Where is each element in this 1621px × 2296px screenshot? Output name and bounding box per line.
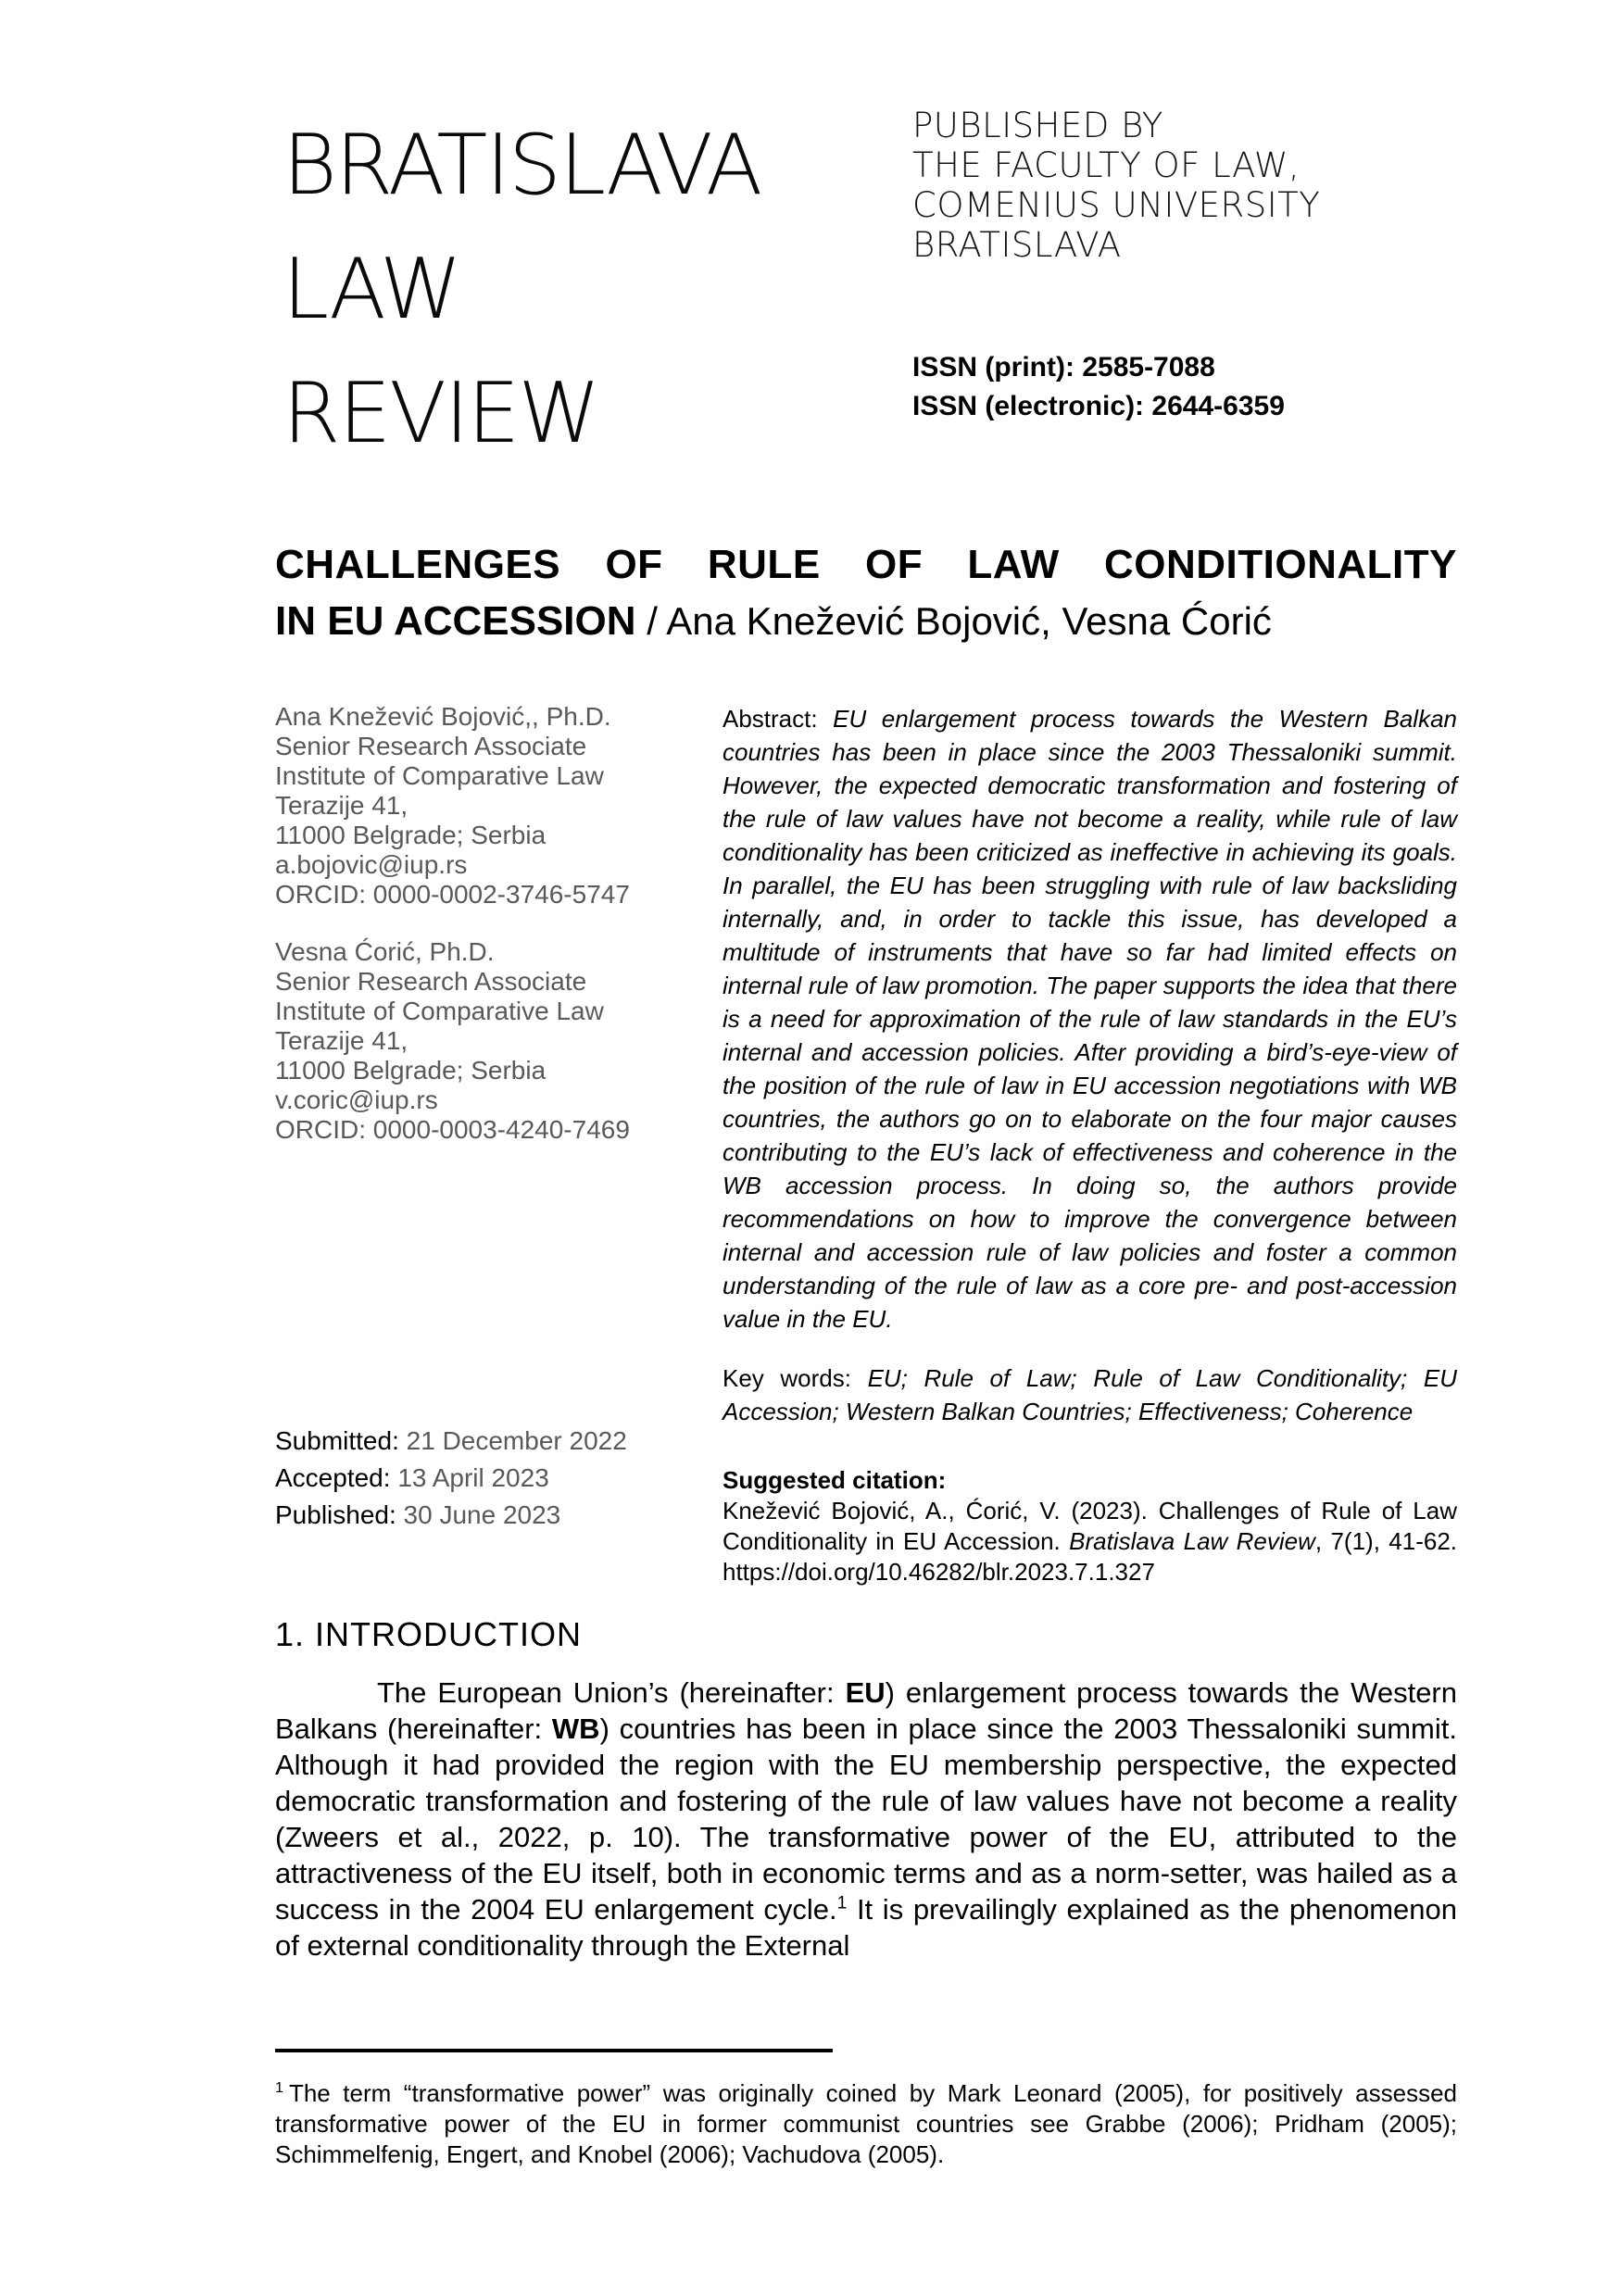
author-affiliation-1 [275, 702, 723, 910]
published-value: 30 June 2023 [403, 1500, 561, 1529]
keywords [723, 1361, 1457, 1428]
logo-line: LAW [283, 241, 460, 338]
submitted-value: 21 December 2022 [406, 1426, 627, 1455]
publisher-line: THE FACULTY OF LAW, [912, 145, 1301, 185]
issn-block [912, 348, 1457, 426]
author-affiliation-2 [275, 937, 723, 1145]
paragraph-text: The European Union’s (hereinafter: [377, 1676, 846, 1709]
issn-print [912, 348, 1457, 387]
abbreviation-eu: EU [845, 1676, 886, 1709]
author-institution: Institute of Comparative Law [275, 997, 604, 1025]
author-name: Ana Knežević Bojović,, Ph.D. [275, 702, 611, 731]
paragraph-text: ) enlargement process towards the Western Balkans (hereinafter: [275, 1676, 1457, 1745]
keywords-text: EU; Rule of Law; Rule of Law Conditionality; EU Accession; Western Balkan Countries; Effectiveness; Coherence [723, 1364, 1457, 1425]
article-title-authors: Ana Knežević Bojović, Vesna Ćorić [666, 599, 1272, 643]
article-title-line2-main: IN EU ACCESSION [275, 598, 636, 644]
issn-print-value: 2585-7088 [1082, 352, 1215, 383]
author-column [275, 702, 723, 1587]
accepted-row [275, 1460, 723, 1497]
author-email: a.bojovic@iup.rs [275, 850, 468, 879]
citation-label: Suggested citation: [723, 1466, 947, 1494]
submitted-row [275, 1423, 723, 1460]
citation-journal-name: Bratislava Law Review [1069, 1527, 1315, 1555]
paragraph-text: ) countries has been in place since the 2003 Thessaloniki summit. Although it had provided the region with the EU membership perspective, the expected democratic transformation and fostering of the rule of law values have not become a reality (Zweers et al., 2022, p. 10). The transformative power of the EU, attributed to the attractiveness of the EU itself, both in economic terms and as a norm-setter, was hailed as a success in the 2004 EU enlargement cycle. [275, 1713, 1457, 1926]
author-position: Senior Research Associate [275, 967, 587, 996]
published-label: Published: [275, 1500, 396, 1529]
abbreviation-wb: WB [551, 1713, 600, 1745]
footnote-reference: 1 [836, 1893, 848, 1913]
author-position: Senior Research Associate [275, 732, 587, 760]
abstract-label: Abstract: [723, 705, 834, 733]
introduction-paragraph [275, 1675, 1457, 1964]
section-heading-introduction: 1. INTRODUCTION [275, 1615, 583, 1653]
logo-line: REVIEW [283, 365, 599, 462]
author-street: Terazije 41, [275, 791, 408, 820]
author-orcid: ORCID: 0000-0002-3746-5747 [275, 880, 630, 909]
published-row [275, 1497, 723, 1534]
masthead-right [912, 104, 1457, 476]
citation-text-before-journal: Knežević Bojović, A., Ćorić, V. (2023). Challenges of Rule of Law Conditionality in EU Accession. [723, 1497, 1457, 1555]
logo-line: BRATISLAVA [283, 117, 761, 214]
issn-electronic-value: 2644-6359 [1151, 391, 1285, 421]
keywords-label: Key words: [723, 1364, 868, 1392]
accepted-label: Accepted: [275, 1463, 391, 1492]
author-name: Vesna Ćorić, Ph.D. [275, 937, 495, 966]
issn-print-label: ISSN (print): [912, 352, 1074, 383]
author-email: v.coric@iup.rs [275, 1085, 438, 1114]
footnote-body: The term “transformative power” was originally coined by Mark Leonard (2005), for positively assessed transformative power of the EU in former communist countries see Grabbe (2006); Pridham (2005); Schimmelfenig, Engert, and Knobel (2006); Vachudova (2005). [275, 2079, 1457, 2168]
author-city: 11000 Belgrade; Serbia [275, 1056, 547, 1085]
publisher-block [912, 106, 1457, 265]
paragraph-text: It is prevailingly explained as the phenomenon of external conditionality through the External [275, 1893, 1457, 1962]
citation-text-after-journal: , 7(1), 41-62. [1314, 1527, 1457, 1555]
title-author-separator: / [635, 599, 667, 643]
footnote-1 [275, 2078, 1457, 2170]
abstract [723, 702, 1457, 1336]
info-section [275, 702, 1457, 1587]
accepted-value: 13 April 2023 [397, 1463, 549, 1492]
submitted-label: Submitted: [275, 1426, 399, 1455]
abstract-text: EU enlargement process towards the Western Balkan countries has been in place since the 2003 Thessaloniki summit. However, the expected democratic transformation and fostering of the rule of law values have not become a reality, while rule of law conditionality has been criticized as ineffective in achieving its goals. In parallel, the EU has been struggling with rule of law backsliding internally, and, in order to tackle this issue, has developed a multitude of instruments that have so far had limited effects on internal rule of law promotion. The paper supports the idea that there is a need for approximation of the rule of law standards in the EU’s internal and accession policies. After providing a bird’s-eye-view of the position of the rule of law in EU accession negotiations with WB countries, the authors go on to elaborate on the four major causes contributing to the EU’s lack of effectiveness and coherence in the WB accession process. In doing so, the authors provide recommendations on how to improve the convergence between internal and accession rule of law policies and foster a common understanding of the rule of law as a core pre- and post-accession value in the EU. [723, 705, 1457, 1333]
issn-electronic-label: ISSN (electronic): [912, 391, 1145, 421]
article-history [275, 1423, 723, 1534]
author-institution: Institute of Comparative Law [275, 761, 604, 790]
footnote-area [275, 2049, 1457, 2170]
footnote-number: 1 [275, 2079, 283, 2097]
author-street: Terazije 41, [275, 1026, 408, 1055]
author-city: 11000 Belgrade; Serbia [275, 821, 547, 849]
footnote-separator [275, 2049, 833, 2052]
publisher-line: BRATISLAVA [912, 225, 1122, 265]
publisher-line: COMENIUS UNIVERSITY [912, 185, 1321, 225]
abstract-column [723, 702, 1457, 1587]
article-title-line2 [275, 596, 1457, 646]
author-orcid: ORCID: 0000-0003-4240-7469 [275, 1115, 630, 1144]
masthead [275, 104, 1457, 476]
article-title-line1: CHALLENGES OF RULE OF LAW CONDITIONALITY [275, 542, 1457, 587]
suggested-citation [723, 1465, 1457, 1587]
journal-logo [283, 104, 760, 476]
article-title [275, 539, 1457, 646]
issn-electronic [912, 387, 1457, 426]
citation-doi-link[interactable]: https://doi.org/10.46282/blr.2023.7.1.327 [723, 1558, 1155, 1586]
publisher-line: PUBLISHED BY [912, 106, 1163, 145]
